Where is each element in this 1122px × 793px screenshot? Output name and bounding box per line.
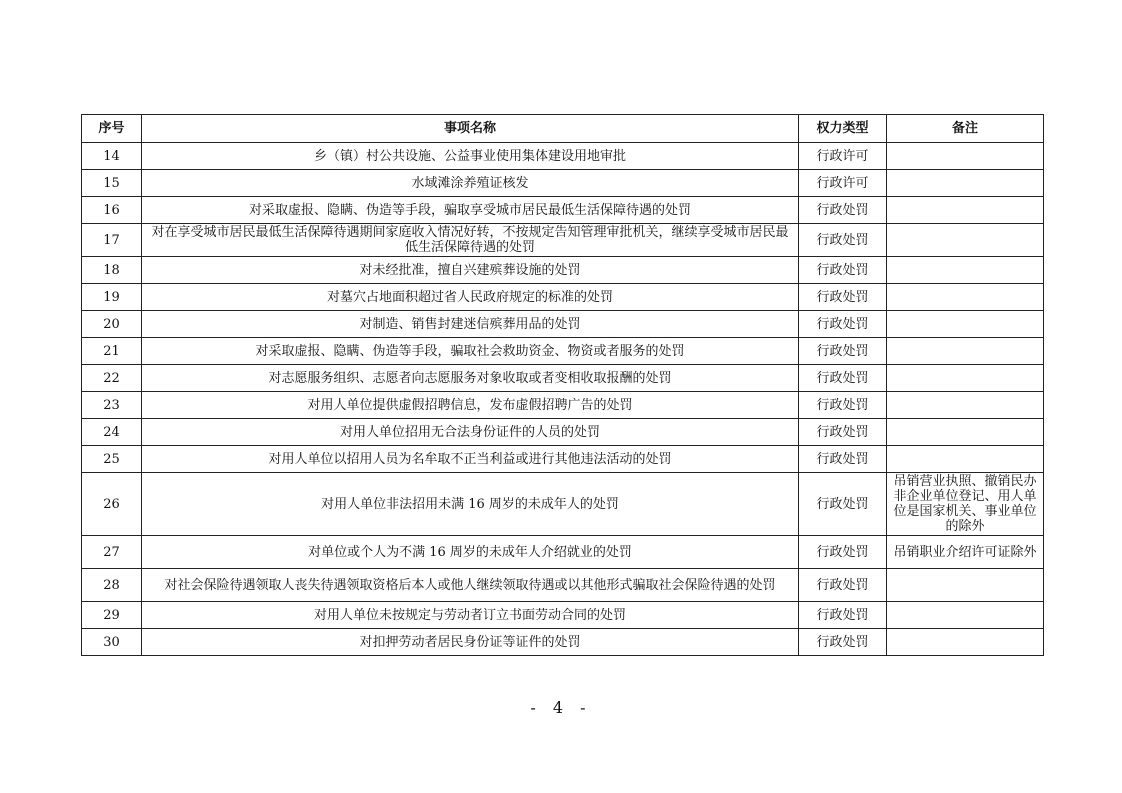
cell-index: 16 [82, 197, 142, 224]
cell-type: 行政处罚 [799, 419, 887, 446]
cell-name: 对用人单位未按规定与劳动者订立书面劳动合同的处罚 [142, 602, 799, 629]
cell-name: 对用人单位非法招用未满 16 周岁的未成年人的处罚 [142, 473, 799, 536]
cell-type: 行政处罚 [799, 284, 887, 311]
cell-index: 23 [82, 392, 142, 419]
table-row [82, 419, 1044, 446]
cell-name: 乡（镇）村公共设施、公益事业使用集体建设用地审批 [142, 143, 799, 170]
cell-name: 对未经批准，擅自兴建殡葬设施的处罚 [142, 257, 799, 284]
cell-index: 21 [82, 338, 142, 365]
cell-note [887, 197, 1044, 224]
cell-note [887, 365, 1044, 392]
cell-name: 对采取虚报、隐瞒、伪造等手段，骗取社会救助资金、物资或者服务的处罚 [142, 338, 799, 365]
header-name: 事项名称 [142, 115, 799, 143]
cell-name: 对扣押劳动者居民身份证等证件的处罚 [142, 629, 799, 656]
header-type: 权力类型 [799, 115, 887, 143]
table-row [82, 569, 1044, 602]
table-body [82, 143, 1044, 656]
cell-type: 行政处罚 [799, 473, 887, 536]
cell-note [887, 257, 1044, 284]
cell-index: 28 [82, 569, 142, 602]
cell-type: 行政处罚 [799, 224, 887, 257]
cell-index: 14 [82, 143, 142, 170]
cell-note [887, 569, 1044, 602]
table-row [82, 536, 1044, 569]
table-row [82, 392, 1044, 419]
cell-type: 行政处罚 [799, 311, 887, 338]
cell-index: 30 [82, 629, 142, 656]
cell-index: 22 [82, 365, 142, 392]
cell-name: 对制造、销售封建迷信殡葬用品的处罚 [142, 311, 799, 338]
cell-type: 行政处罚 [799, 257, 887, 284]
cell-name: 对社会保险待遇领取人丧失待遇领取资格后本人或他人继续领取待遇或以其他形式骗取社会保险待遇的处罚 [142, 569, 799, 602]
cell-type: 行政处罚 [799, 446, 887, 473]
cell-name: 对志愿服务组织、志愿者向志愿服务对象收取或者变相收取报酬的处罚 [142, 365, 799, 392]
cell-note [887, 170, 1044, 197]
cell-type: 行政处罚 [799, 629, 887, 656]
page-number: - 4 - [530, 698, 592, 717]
table-row [82, 257, 1044, 284]
table-row [82, 284, 1044, 311]
table-row [82, 473, 1044, 536]
table-row [82, 446, 1044, 473]
cell-type: 行政处罚 [799, 602, 887, 629]
table-row [82, 170, 1044, 197]
cell-name: 对单位或个人为不满 16 周岁的未成年人介绍就业的处罚 [142, 536, 799, 569]
table-row [82, 311, 1044, 338]
cell-name: 对采取虚报、隐瞒、伪造等手段，骗取享受城市居民最低生活保障待遇的处罚 [142, 197, 799, 224]
cell-type: 行政处罚 [799, 536, 887, 569]
header-index: 序号 [82, 115, 142, 143]
cell-name: 水域滩涂养殖证核发 [142, 170, 799, 197]
cell-note [887, 143, 1044, 170]
cell-name: 对在享受城市居民最低生活保障待遇期间家庭收入情况好转，不按规定告知管理审批机关，继续享受城市居民最低生活保障待遇的处罚 [142, 224, 799, 257]
cell-index: 27 [82, 536, 142, 569]
table-row [82, 143, 1044, 170]
cell-note: 吊销营业执照、撤销民办非企业单位登记、用人单位是国家机关、事业单位的除外 [887, 473, 1044, 536]
cell-index: 26 [82, 473, 142, 536]
table-row [82, 602, 1044, 629]
cell-type: 行政处罚 [799, 569, 887, 602]
cell-index: 29 [82, 602, 142, 629]
cell-note [887, 419, 1044, 446]
cell-note [887, 602, 1044, 629]
cell-note [887, 629, 1044, 656]
cell-type: 行政许可 [799, 143, 887, 170]
cell-index: 15 [82, 170, 142, 197]
cell-type: 行政处罚 [799, 392, 887, 419]
table-row [82, 365, 1044, 392]
cell-index: 24 [82, 419, 142, 446]
cell-type: 行政处罚 [799, 338, 887, 365]
cell-name: 对墓穴占地面积超过省人民政府规定的标准的处罚 [142, 284, 799, 311]
cell-type: 行政处罚 [799, 197, 887, 224]
cell-name: 对用人单位招用无合法身份证件的人员的处罚 [142, 419, 799, 446]
table-row [82, 629, 1044, 656]
cell-name: 对用人单位以招用人员为名牟取不正当利益或进行其他违法活动的处罚 [142, 446, 799, 473]
cell-index: 17 [82, 224, 142, 257]
cell-index: 20 [82, 311, 142, 338]
header-note: 备注 [887, 115, 1044, 143]
cell-index: 25 [82, 446, 142, 473]
table-row [82, 338, 1044, 365]
cell-note [887, 224, 1044, 257]
cell-type: 行政处罚 [799, 365, 887, 392]
cell-note [887, 311, 1044, 338]
items-table [81, 114, 1044, 656]
cell-note [887, 446, 1044, 473]
cell-index: 18 [82, 257, 142, 284]
cell-note [887, 338, 1044, 365]
cell-index: 19 [82, 284, 142, 311]
cell-name: 对用人单位提供虚假招聘信息，发布虚假招聘广告的处罚 [142, 392, 799, 419]
cell-note: 吊销职业介绍许可证除外 [887, 536, 1044, 569]
table-header-row [82, 115, 1044, 143]
cell-note [887, 392, 1044, 419]
table-row [82, 224, 1044, 257]
table-row [82, 197, 1044, 224]
cell-type: 行政许可 [799, 170, 887, 197]
cell-note [887, 284, 1044, 311]
